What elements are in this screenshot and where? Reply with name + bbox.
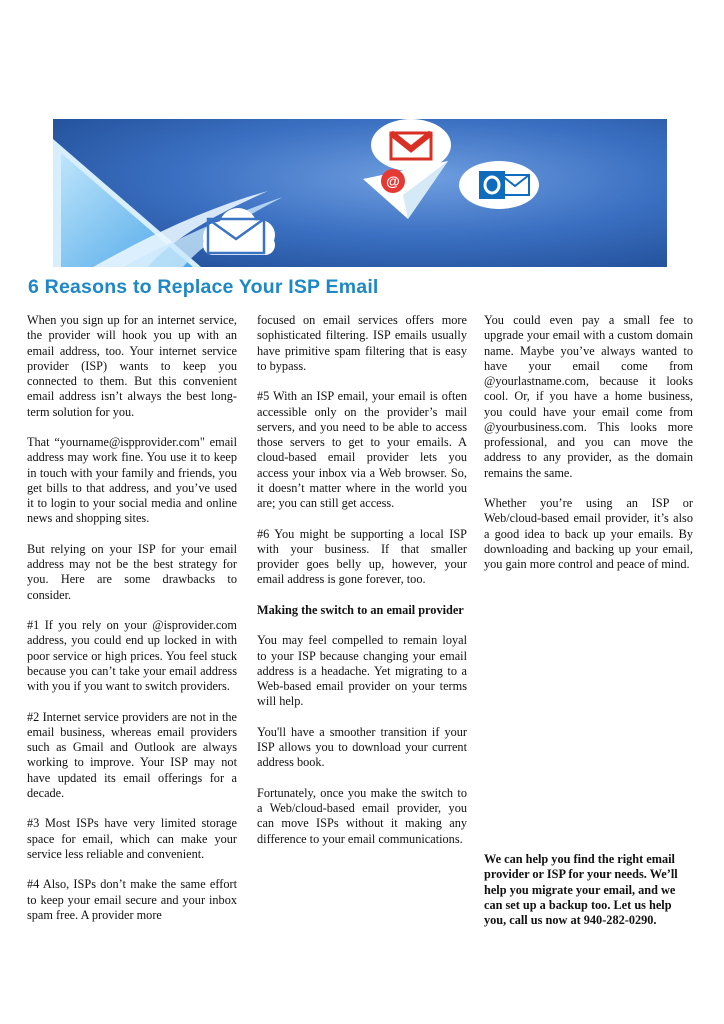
- paragraph: #1 If you rely on your @isprovider.com address, you could end up locked in with poor service or high prices. You feel stuck because you can’t take your email address with you if you want to switch providers.: [27, 618, 237, 693]
- paragraph: #3 Most ISPs have very limited storage space for email, which can make your service less reliable and convenient.: [27, 816, 237, 861]
- column-1: [27, 313, 237, 938]
- gmail-icon: [371, 119, 451, 171]
- article-title: 6 Reasons to Replace Your ISP Email: [28, 276, 379, 298]
- paragraph: When you sign up for an internet service, the provider will hook you up with an email address, too. Your internet service provider (ISP) wants to keep you connected to them. But this convenient email address isn’t always the best long-term solution for you.: [27, 313, 237, 419]
- paragraph: #6 You might be supporting a local ISP with your business. If that smaller provider goes belly up, however, your email address is gone forever, too.: [257, 526, 467, 587]
- section-subheading: Making the switch to an email provider: [257, 602, 464, 617]
- paragraph: #2 Internet service providers are not in the email business, whereas email providers such as Gmail and Outlook are always working to improve. Your ISP may not have updated its email offerings for a decade.: [27, 709, 237, 800]
- paragraph: focused on email services offers more sophisticated filtering. ISP emails usually have primitive spam filtering that is easy to bypass.: [257, 313, 467, 373]
- paragraph: That “yourname@ispprovider.com" email address may work fine. You use it to keep in touch with your family and friends, you get bills to that address, and you’ve used it to login to your social media and online news and shopping sites.: [27, 435, 237, 526]
- hero-image: [53, 119, 667, 267]
- paragraph: But relying on your ISP for your email address may not be the best strategy for you. Here are some drawbacks to consider.: [27, 541, 237, 602]
- svg-text:@: @: [386, 173, 400, 189]
- paragraph: You may feel compelled to remain loyal to your ISP because changing your email address is a headache. Yet migrating to a Web-based email provider on your terms will help.: [257, 633, 467, 709]
- call-to-action: We can help you find the right email provider or ISP for your needs. We’ll help you migrate your email, and we can set up a backup too. Let us help you, call us now at 940-282-0290.: [484, 852, 678, 927]
- paragraph: #4 Also, ISPs don’t make the same effort to keep your email secure and your inbox spam free. A provider more: [27, 877, 237, 922]
- paragraph: Fortunately, once you make the switch to a Web/cloud-based email provider, you can move ISPs without it making any difference to your email communications.: [257, 785, 467, 846]
- outlook-icon: [459, 161, 539, 209]
- at-sign-icon: [381, 169, 405, 193]
- paragraph: You'll have a smoother transition if your ISP allows you to download your current address book.: [257, 724, 467, 770]
- column-2: [257, 313, 467, 862]
- paragraph: You could even pay a small fee to upgrade your email with a custom domain name. Maybe you’ve always wanted to have your email come from @yourlastname.com, because it looks cool. Or, if you have a home business, you could have your email come from @yourbusiness.com. This looks more professional, and you can move the address to any provider, as the domain remains the same.: [484, 313, 693, 480]
- column-3: [484, 313, 693, 588]
- paragraph: Whether you’re using an ISP or Web/cloud-based email provider, it’s also a good idea to back up your emails. By downloading and backing up your email, you gain more control and peace of mind.: [484, 496, 693, 571]
- paragraph: #5 With an ISP email, your email is often accessible only on the provider’s mail servers, and you need to be able to access those servers to get to your emails. A cloud-based email provider lets you access your inbox via a Web browser. So, it doesn’t matter where in the world you are; you can still get access.: [257, 389, 467, 510]
